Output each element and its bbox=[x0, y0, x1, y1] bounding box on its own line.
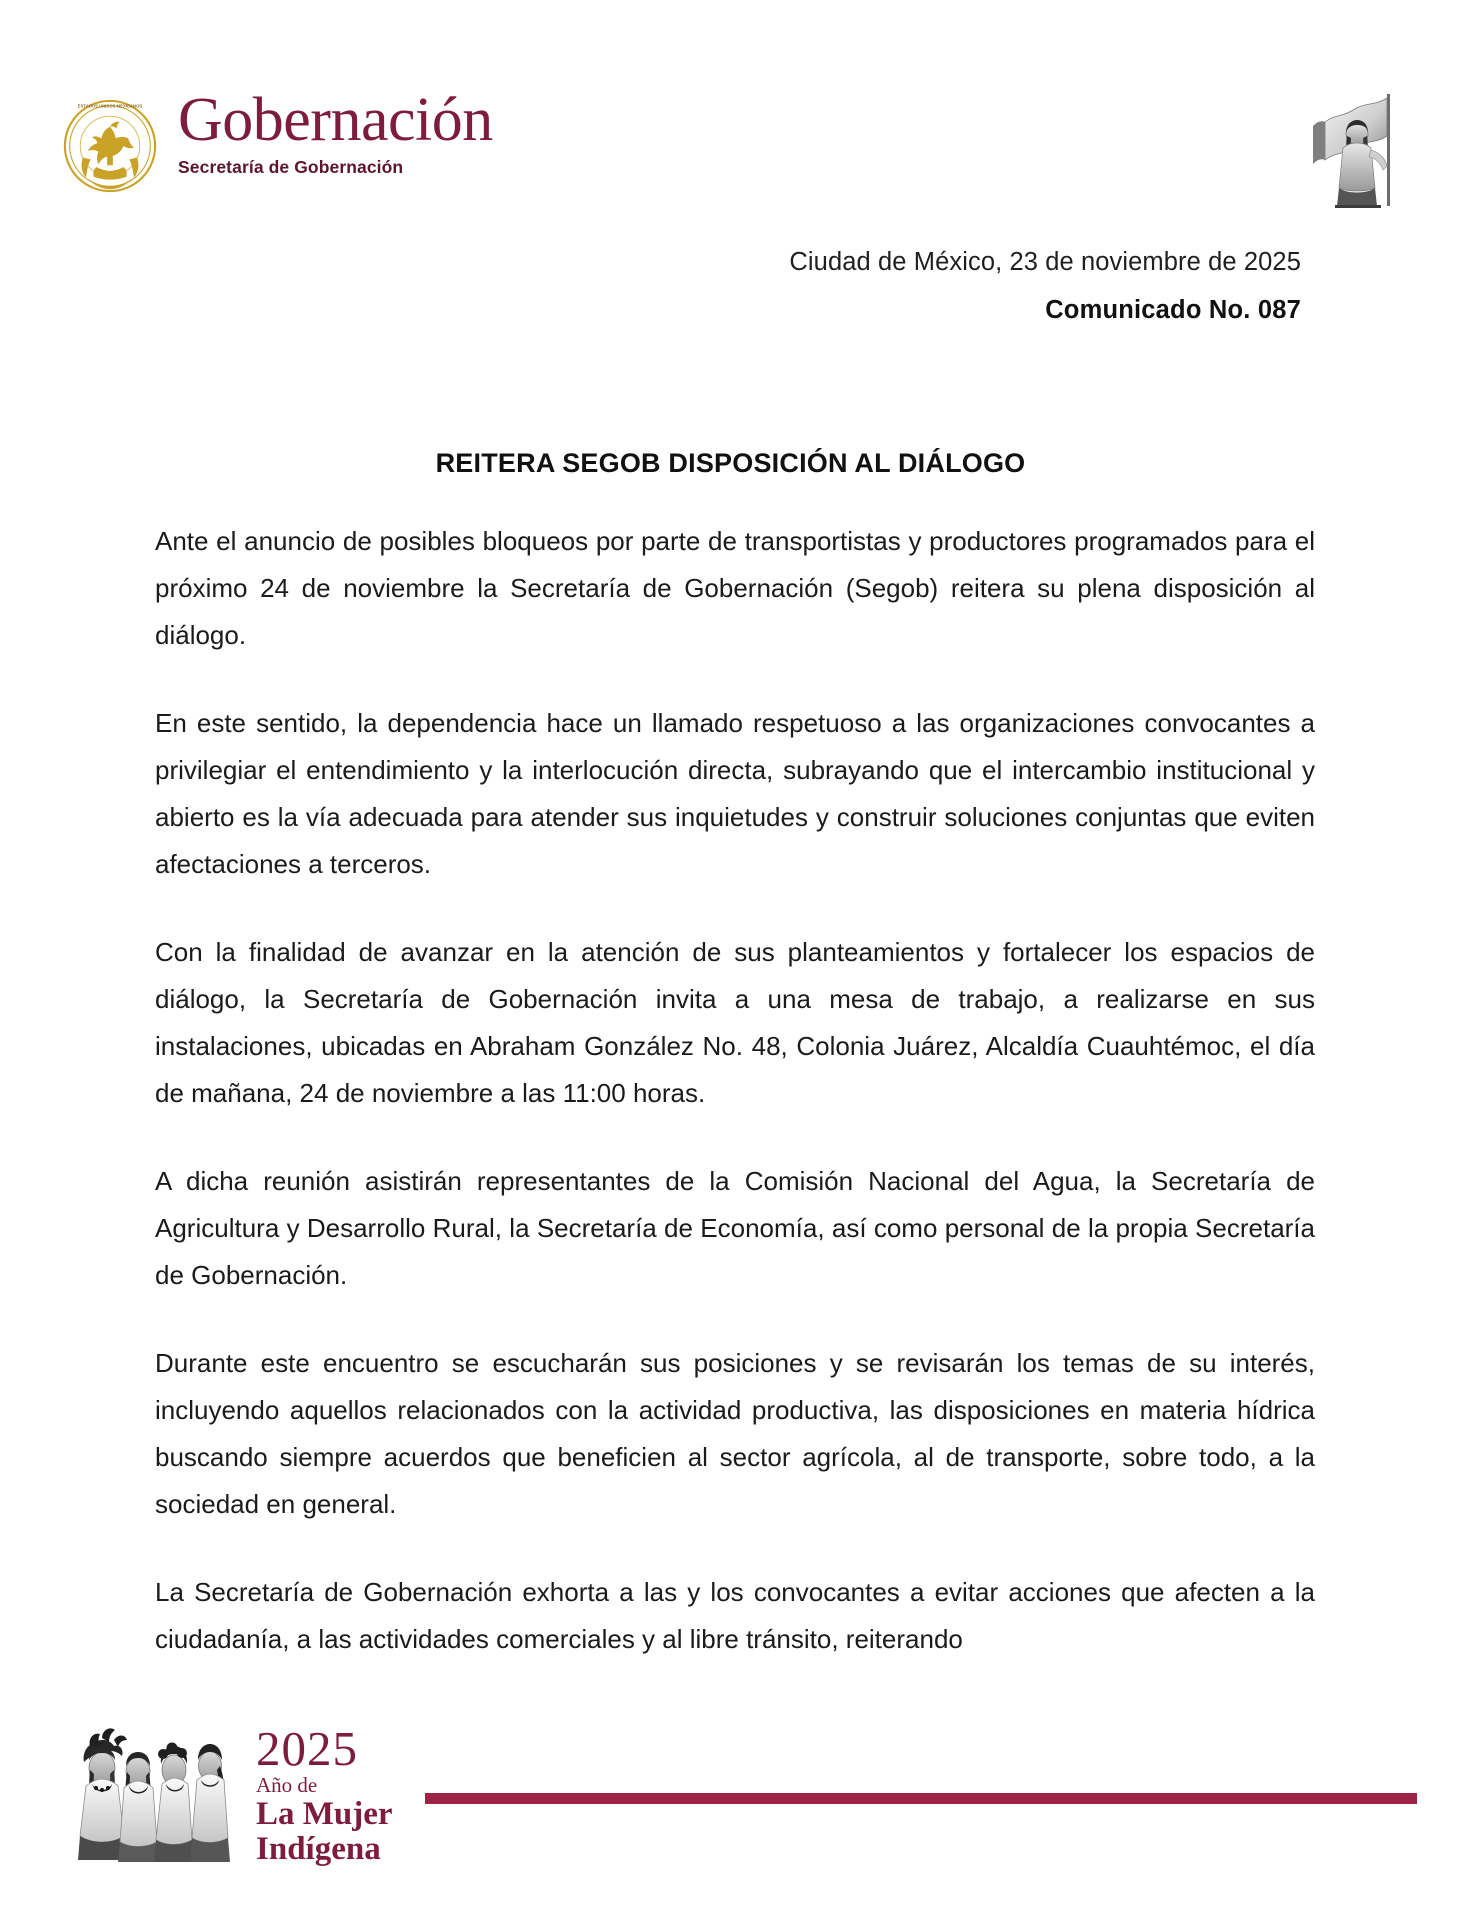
document-body bbox=[155, 518, 1315, 1663]
brand-title: Gobernación bbox=[178, 86, 493, 154]
footer-divider-rule bbox=[425, 1793, 1417, 1804]
body-paragraph: Con la finalidad de avanzar en la atención de sus planteamientos y fortalecer los espacios de diálogo, la Secretaría de Gobernación invita a una mesa de trabajo, a realizarse en sus instalaciones, ubicadas en Abraham González No. 48, Colonia Juárez, Alcaldía Cuauhtémoc, el día de mañana, 24 de noviembre a las 11:00 horas. bbox=[155, 937, 1315, 1108]
page-title: REITERA SEGOB DISPOSICIÓN AL DIÁLOGO bbox=[435, 448, 1026, 479]
dateline-place-date: Ciudad de México, 23 de noviembre de 2025 bbox=[789, 248, 1301, 276]
mexican-coat-of-arms-seal-icon bbox=[62, 94, 158, 198]
woman-with-flag-emblem-icon bbox=[1295, 88, 1417, 214]
brand-text bbox=[178, 86, 493, 178]
year-label-line2: Indígena bbox=[256, 1831, 381, 1868]
body-paragraph: La Secretaría de Gobernación exhorta a las y los convocantes a evitar acciones que afecten a la ciudadanía, a las actividades comerciales y al libre tránsito, reiterando bbox=[155, 1577, 1315, 1654]
year-text-block bbox=[256, 1720, 393, 1868]
bulletin-number: Comunicado No. 087 bbox=[1045, 296, 1301, 324]
brand-subtitle: Secretaría de Gobernación bbox=[178, 156, 404, 177]
year-label-ano: Año de bbox=[256, 1772, 318, 1797]
year-number: 2025 bbox=[256, 1720, 358, 1776]
year-campaign-logo bbox=[68, 1720, 393, 1874]
body-paragraph: A dicha reunión asistirán representantes de la Comisión Nacional del Agua, la Secretaría de Agricultura y Desarrollo Rural, la Secretaría de Economía, así como personal de la propia Secretaría de Gobernación. bbox=[155, 1166, 1315, 1290]
year-label-line1: La Mujer bbox=[256, 1795, 393, 1832]
indigenous-women-illustration-icon bbox=[68, 1726, 246, 1874]
page-header bbox=[0, 88, 1461, 218]
svg-text:ESTADOS UNIDOS MEXICANOS: ESTADOS UNIDOS MEXICANOS bbox=[77, 103, 143, 109]
body-paragraph: En este sentido, la dependencia hace un llamado respetuoso a las organizaciones convocantes a privilegiar el entendimiento y la interlocución directa, subrayando que el intercambio institucional y abierto es la vía adecuada para atender sus inquietudes y construir soluciones conjuntas que eviten afectaciones a terceros. bbox=[155, 708, 1315, 879]
brand-lockup bbox=[62, 88, 493, 198]
page-footer bbox=[0, 1698, 1461, 1878]
body-paragraph: Ante el anuncio de posibles bloqueos por parte de transportistas y productores programados para el próximo 24 de noviembre la Secretaría de Gobernación (Segob) reitera su plena disposición al diálogo. bbox=[155, 526, 1315, 650]
body-paragraph: Durante este encuentro se escucharán sus posiciones y se revisarán los temas de su interés, incluyendo aquellos relacionados con la actividad productiva, las disposiciones en materia hídrica buscando siempre acuerdos que beneficien al sector agrícola, al de transporte, sobre todo, a la sociedad en general. bbox=[155, 1348, 1315, 1519]
